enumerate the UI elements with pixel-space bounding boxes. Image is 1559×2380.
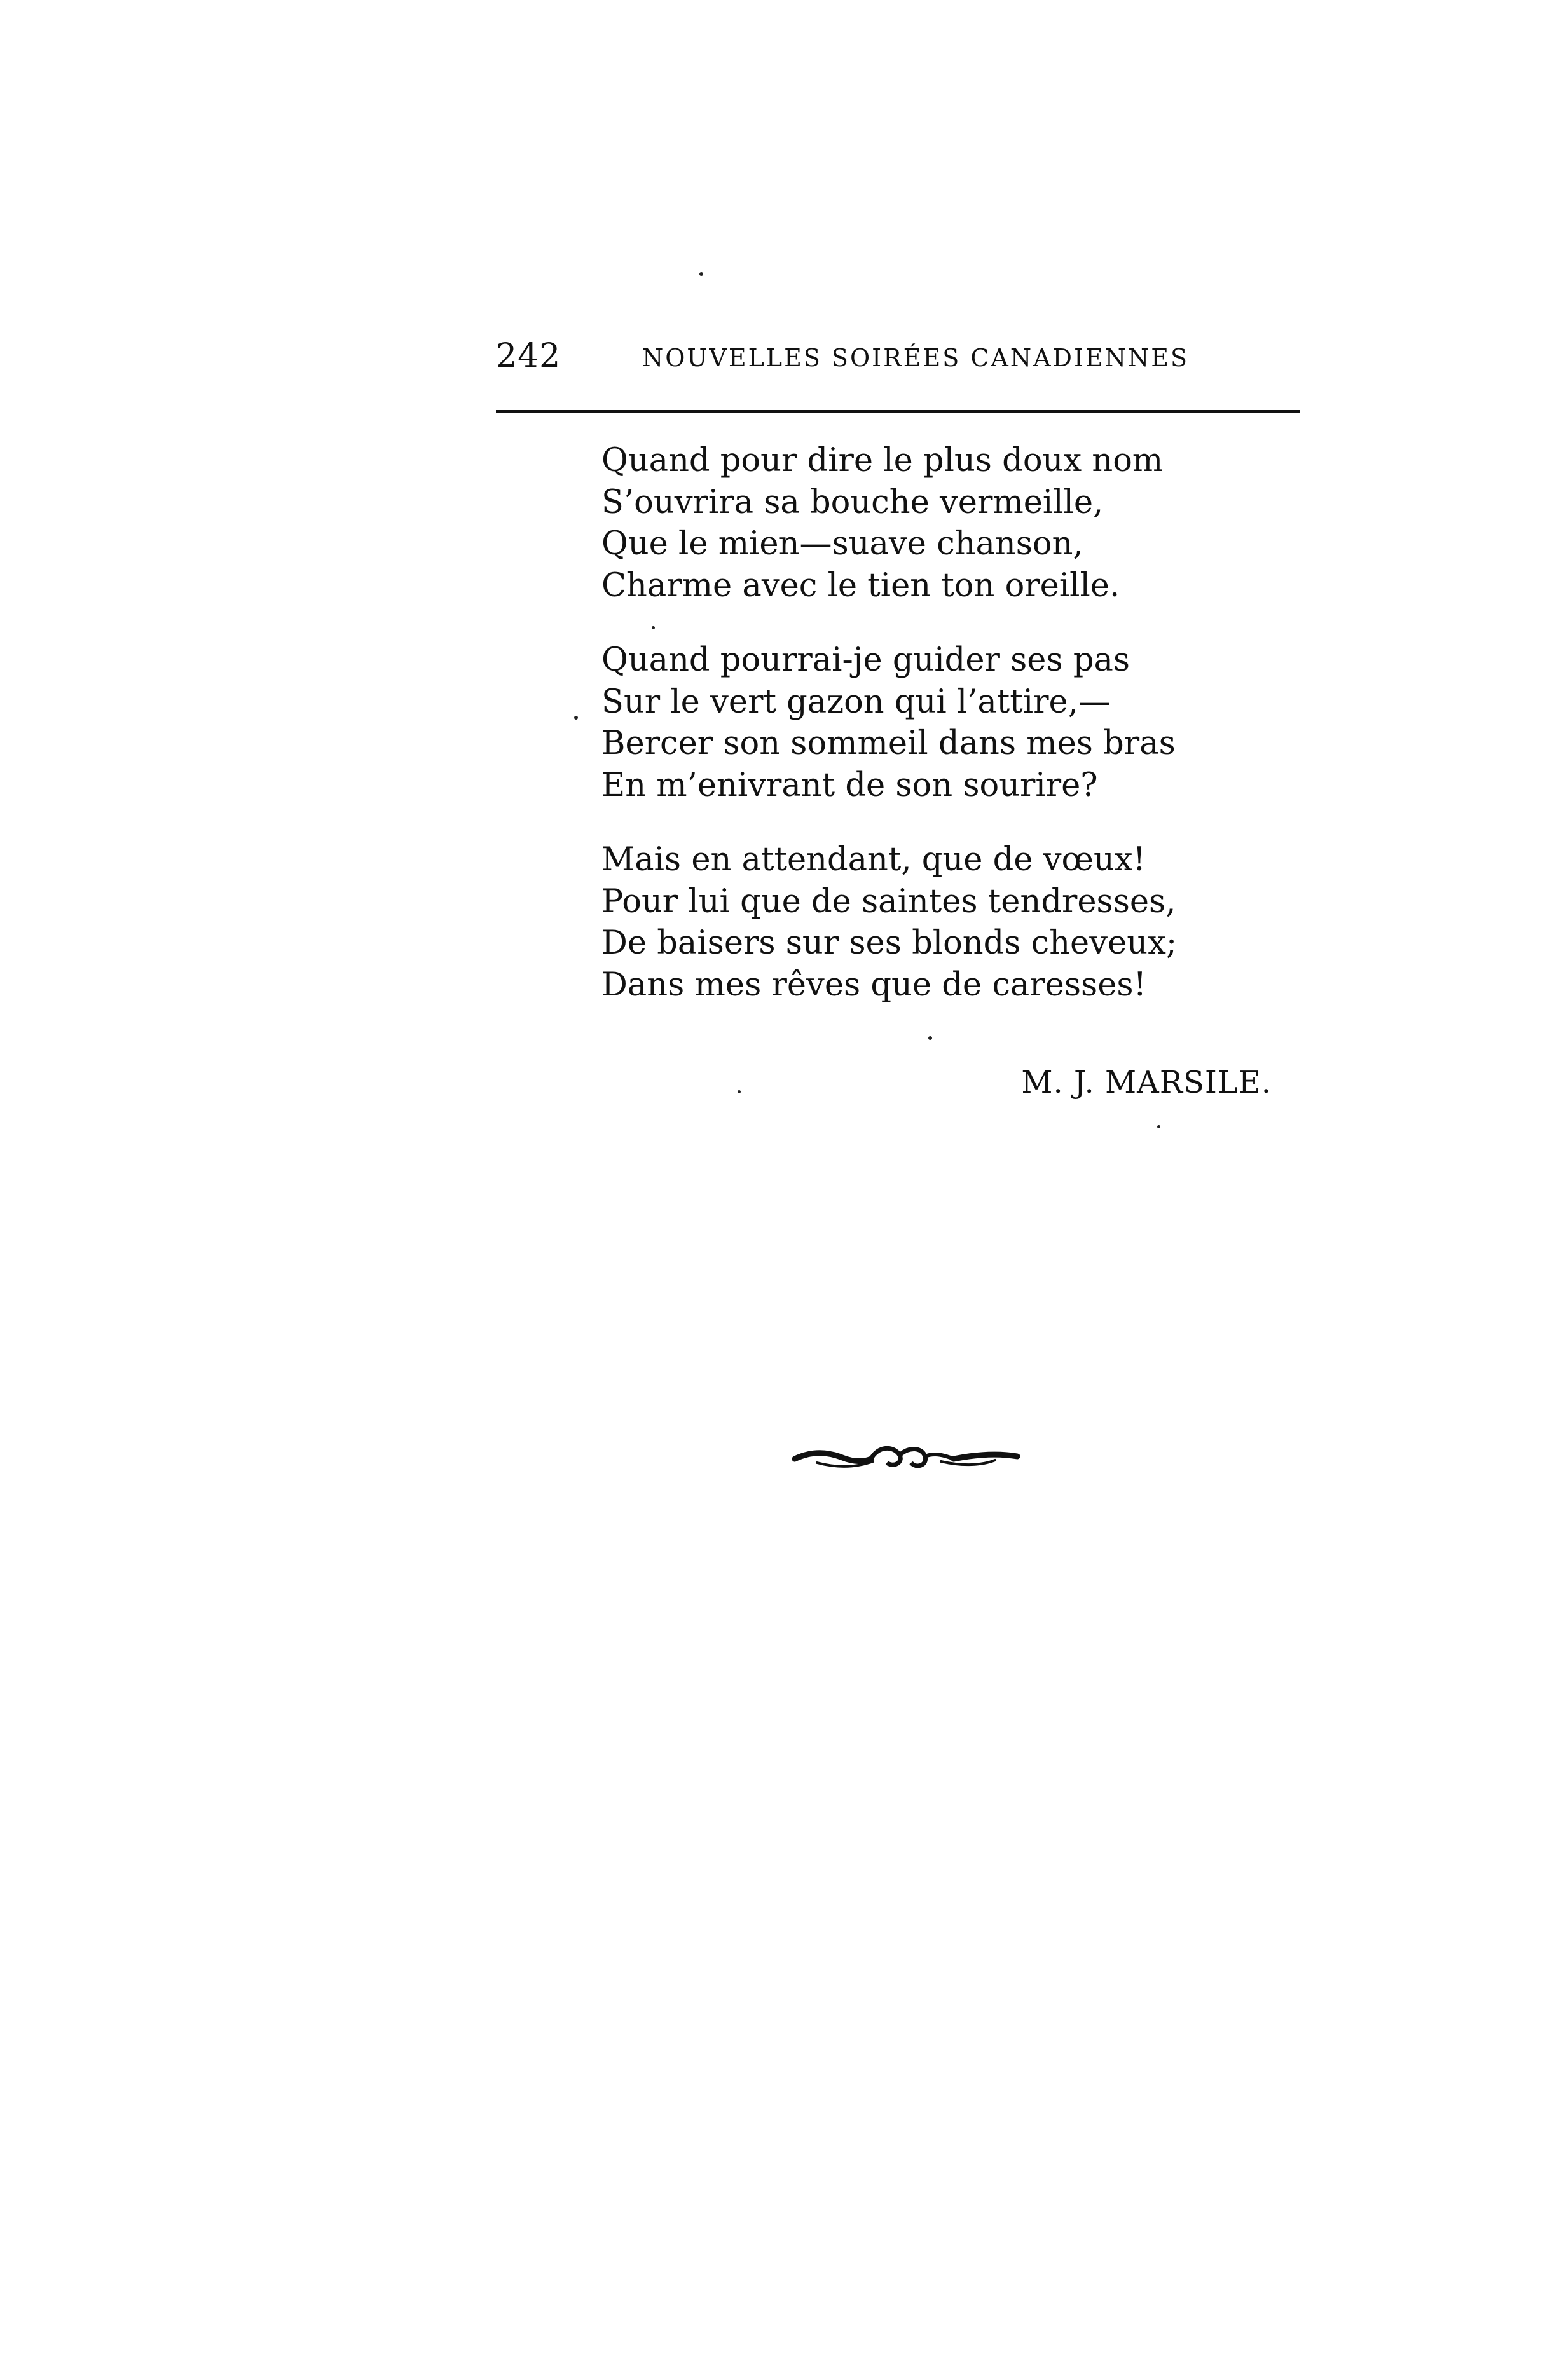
print-speck [1157, 1125, 1160, 1128]
stanza-2 [601, 639, 1256, 806]
verse-line: Dans mes rêves que de caresses! [601, 966, 1147, 1004]
running-head [496, 331, 1300, 381]
poem [601, 440, 1256, 1039]
verse-line: Pour lui que de saintes tendresses, [601, 882, 1176, 920]
verse-line: Quand pour dire le plus doux nom [601, 442, 1164, 479]
print-speck [574, 716, 578, 720]
verse-line: De baisers sur ses blonds cheveux; [601, 924, 1178, 962]
verse-line: En m’enivrant de son sourire? [601, 766, 1098, 804]
print-speck [652, 626, 655, 629]
print-speck [699, 272, 703, 276]
header-rule [496, 410, 1300, 413]
verse-line: Que le mien—suave chanson, [601, 525, 1083, 563]
verse-line: Charme avec le tien ton oreille. [601, 566, 1120, 605]
verse-line: Quand pourrai-je guider ses pas [601, 641, 1130, 679]
print-speck [738, 1090, 741, 1093]
running-title: NOUVELLES SOIRÉES CANADIENNES [642, 344, 1190, 372]
author-signature: M. J. MARSILE. [1021, 1065, 1272, 1100]
decorative-tailpiece-icon [792, 1440, 1020, 1478]
verse-line: Sur le vert gazon qui l’attire,— [601, 683, 1111, 721]
verse-line: Bercer son sommeil dans mes bras [601, 725, 1176, 762]
page-number: 242 [496, 337, 561, 375]
verse-line: Mais en attendant, que de vœux! [601, 841, 1146, 879]
verse-line: S’ouvrira sa bouche vermeille, [601, 483, 1104, 521]
stanza-3 [601, 839, 1256, 1006]
stanza-1 [601, 440, 1256, 606]
print-speck [928, 1036, 932, 1040]
